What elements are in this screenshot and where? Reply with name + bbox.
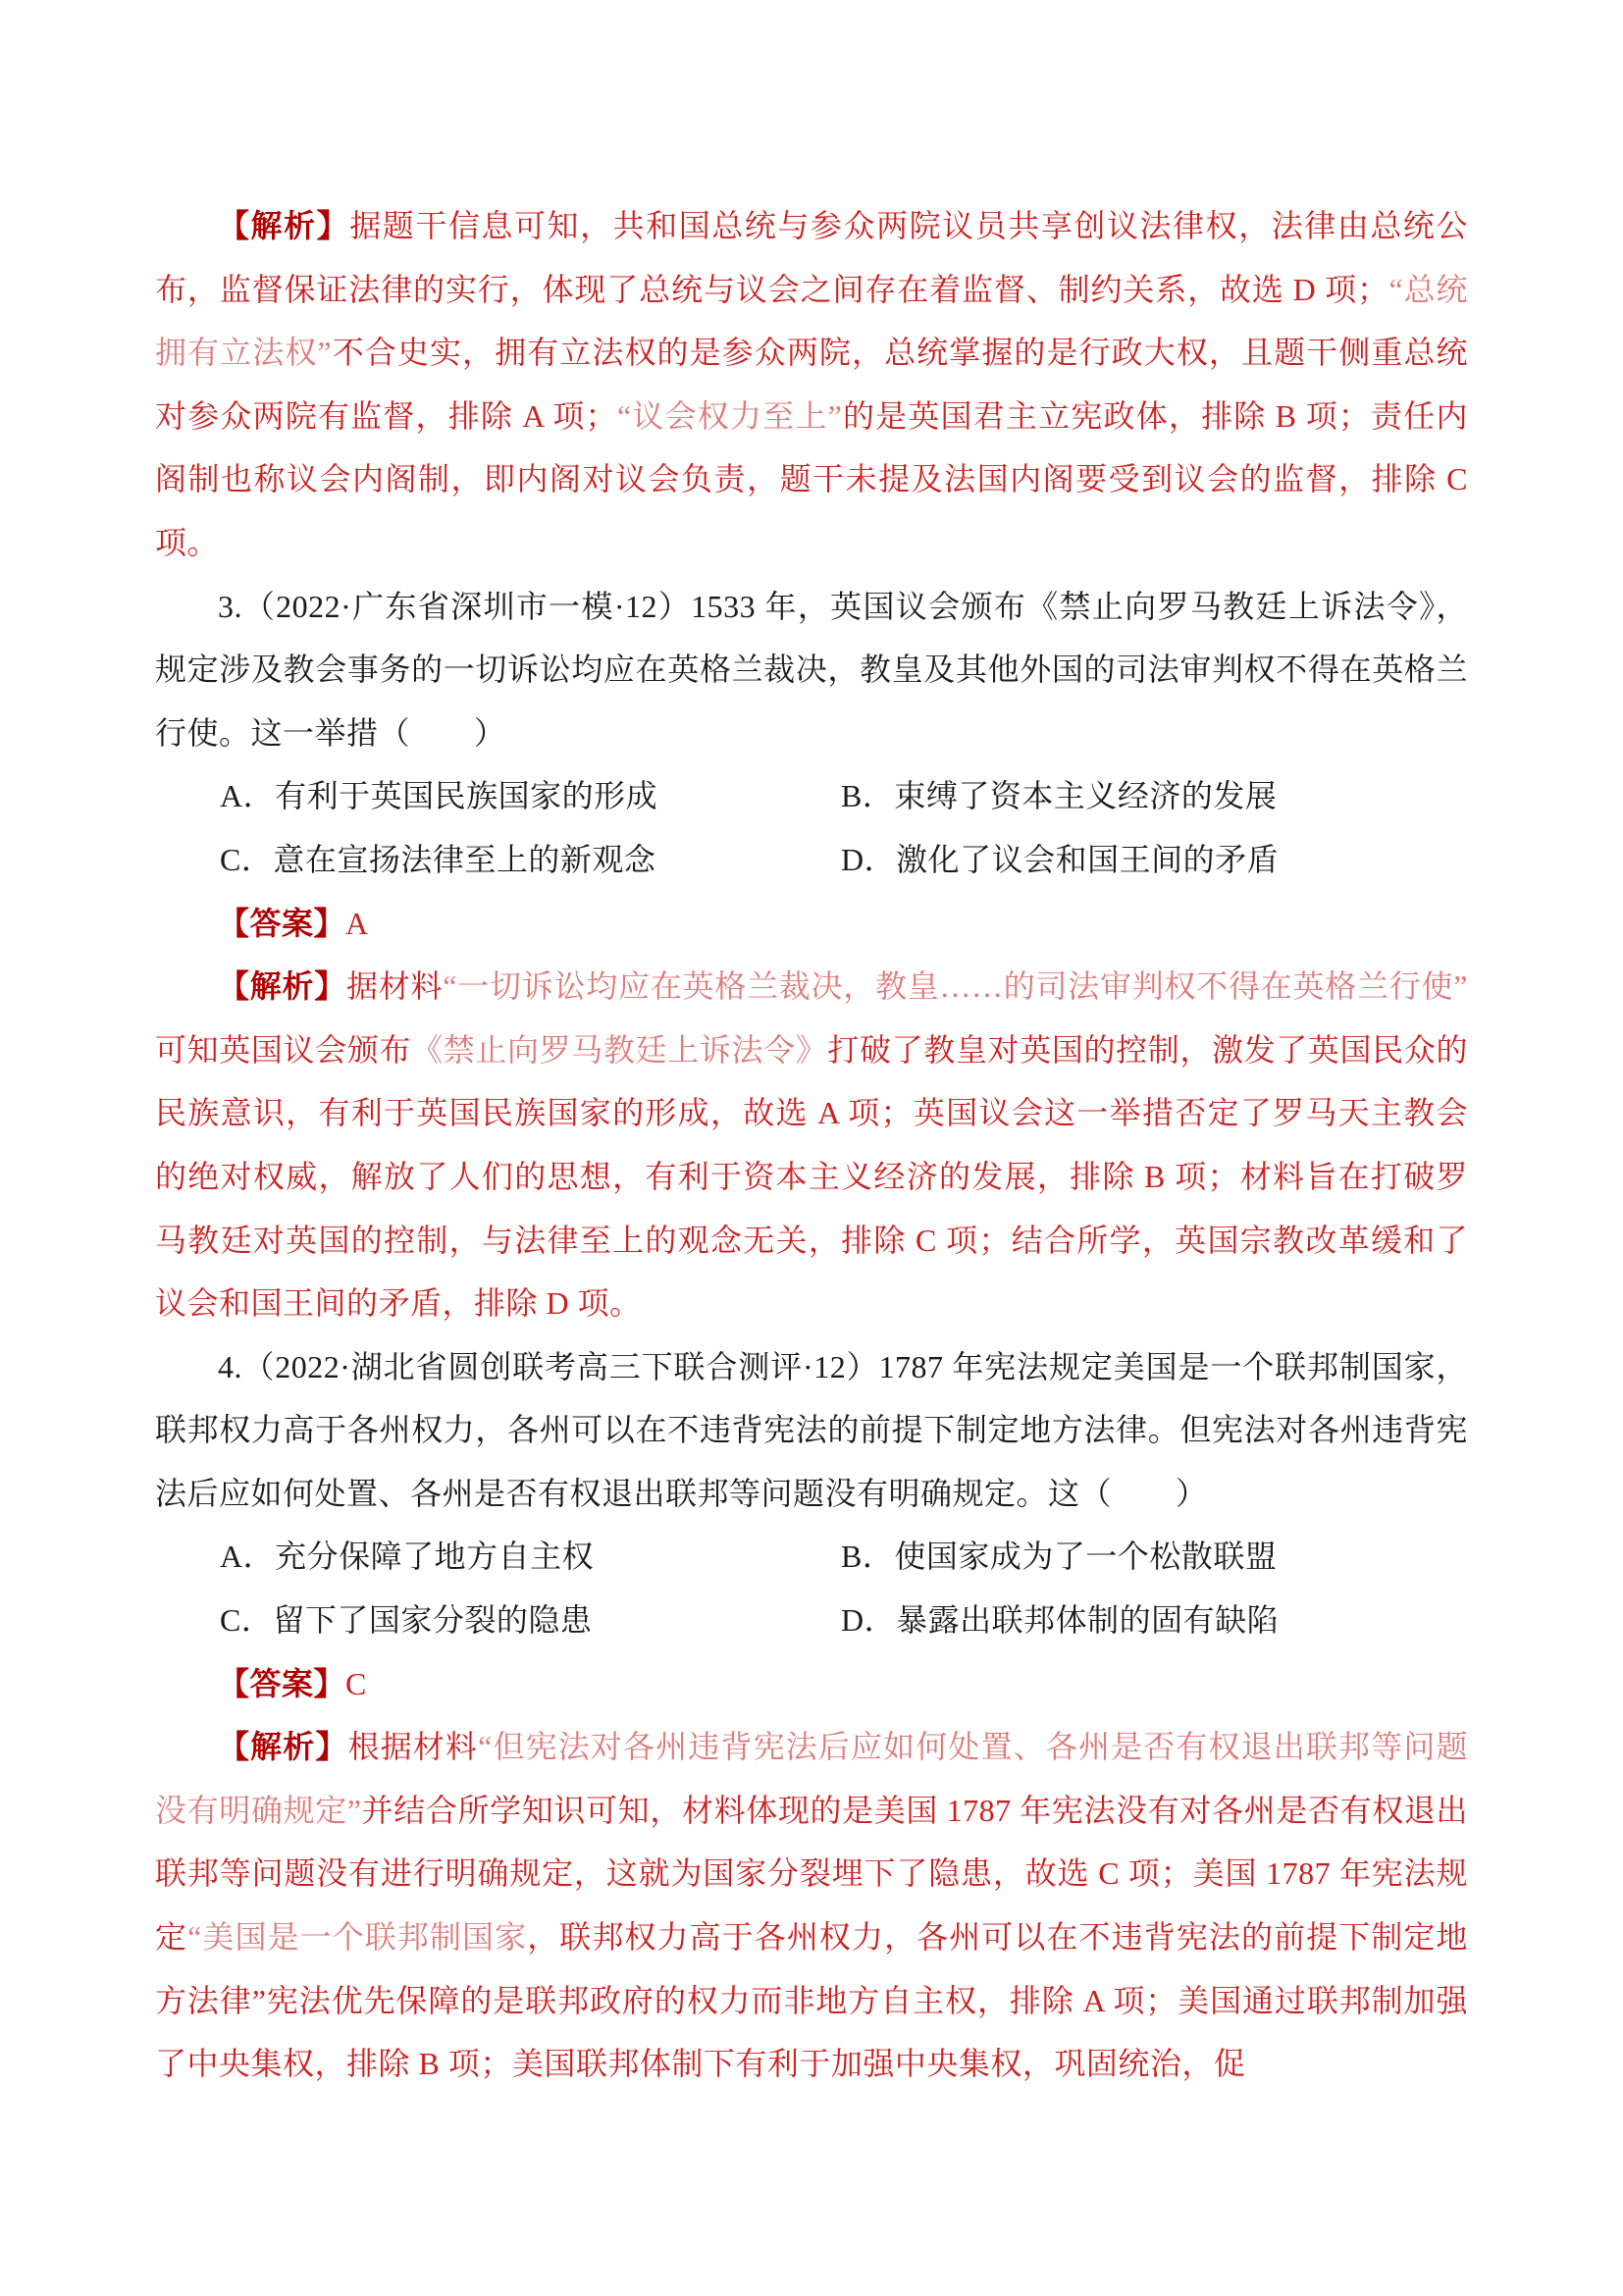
question-4-options-option-b: B．使国家成为了一个松散联盟 [841,1539,1278,1575]
question-3-options-option-d: D．激化了议会和国王间的矛盾 [841,841,1280,877]
question-3-options-row-1 [155,764,1468,828]
question-3-stem [155,575,1468,765]
analysis-question-3-run-6: 打破了教皇对英国的控制，激发了英国民众的民族意识，有利于英国民族国家的形成，故选 A 项；英国议会这一举措否定了罗马天主教会的绝对权威，解放了人们的思想，有利于资本主义经济的发展，排除 B 项；材料旨在打破罗马教廷对英国的控制，与法律至上的观念无关，排除 C 项；结合所学，英国宗教改革缓和了议会和国王间的矛盾，排除 D 项。 [155,1031,1468,1322]
question-4-options-row-1 [155,1525,1468,1589]
analysis-question-2 [155,194,1468,575]
question-4-options-row-2 [155,1589,1468,1652]
answer-question-4-run-2: C [345,1665,367,1701]
analysis-question-4-run-4: 并结合所学知识可知，材料体现的是美国 1787 年宪法没有对各州是否有权退出联邦等问题没有进行明确规定，这就为国家分裂埋下了隐患，故选 C 项；美国 1787 年宪法规定 [155,1792,1468,1956]
answer-question-4 [155,1652,1468,1716]
analysis-question-2-run-4: 不合史实，拥有立法权的是参众两院，总统掌握的是行政大权，且题干侧重总统对参众两院有监督，排除 A 项； [155,335,1468,434]
analysis-question-4-run-2: 根据材料 [347,1729,479,1765]
analysis-question-3-run-5: 《禁止向罗马教廷上诉法令》 [411,1031,828,1068]
analysis-question-4-run-3: “但宪法对各州违背宪法后应如何处置、各州是否有权退出联邦等问题没有明确规定” [155,1729,1468,1828]
analysis-question-4-run-1: 【解析】 [218,1729,348,1765]
analysis-question-2-run-5: “议会权力至上” [617,397,843,434]
analysis-question-2-run-2: 据题干信息可知，共和国总统与参众两院议员共享创议法律权，法律由总统公布，监督保证法律的实行，体现了总统与议会之间存在着监督、制约关系，故选 D 项； [155,208,1468,307]
analysis-question-4 [155,1715,1468,2096]
answer-question-4-run-1: 【答案】 [218,1665,346,1701]
question-4-stem-run-1: 4.（2022·湖北省圆创联考高三下联合测评·12）1787 年宪法规定美国是一个联邦制国家，联邦权力高于各州权力，各州可以在不违背宪法的前提下制定地方法律。但宪法对各州违背宪法后应如何处置、各州是否有权退出联邦等问题没有明确规定。这（ ） [155,1348,1468,1511]
question-3-options-option-b: B．束缚了资本主义经济的发展 [841,778,1278,814]
analysis-question-2-run-6: 的是英国君主立宪政体，排除 B 项；责任内阁制也称议会内阁制，即内阁对议会负责，题干未提及法国内阁要受到议会的监督，排除 C 项。 [155,397,1468,560]
question-4-options-option-c: C．留下了国家分裂的隐患 [220,1602,593,1639]
question-4-options-option-d: D．暴露出联邦体制的固有缺陷 [841,1602,1280,1639]
question-4-stem [155,1335,1468,1526]
answer-question-3-run-1: 【答案】 [218,905,346,941]
analysis-question-4-run-5: “美国是一个联邦制国家 [187,1919,528,1956]
analysis-question-2-run-1: 【解析】 [218,208,350,243]
analysis-question-3-run-1: 【解析】 [218,968,347,1005]
analysis-question-3-run-2: 据材料 [346,968,444,1005]
analysis-question-3 [155,955,1468,1335]
question-3-options-row-2 [155,828,1468,892]
analysis-question-3-run-4: 可知英国议会颁布 [155,1031,412,1068]
question-3-options-option-c: C．意在宣扬法律至上的新观念 [220,841,656,877]
question-4-options-option-a: A．充分保障了地方自主权 [220,1539,595,1575]
analysis-question-3-run-3: “一切诉讼均应在英格兰裁决，教皇……的司法审判权不得在英格兰行使” [443,968,1468,1005]
answer-question-3 [155,892,1468,956]
analysis-question-4-run-6: ，联邦权力高于各州权力，各州可以在不违背宪法的前提下制定地方法律”宪法优先保障的是联邦政府的权力而非地方自主权，排除 A 项；美国通过联邦制加强了中央集权，排除 B 项；美国联邦体制下有利于加强中央集权，巩固统治，促 [155,1919,1468,2082]
question-3-options-option-a: A．有利于英国民族国家的形成 [220,778,658,814]
document-body [155,194,1468,2096]
question-3-stem-run-1: 3.（2022·广东省深圳市一模·12）1533 年，英国议会颁布《禁止向罗马教廷上诉法令》，规定涉及教会事务的一切诉讼均应在英格兰裁决，教皇及其他外国的司法审判权不得在英格兰行使。这一举措（ ） [155,588,1468,751]
analysis-question-2-run-3: “总统拥有立法权” [155,271,1468,371]
answer-question-3-run-2: A [345,905,369,941]
